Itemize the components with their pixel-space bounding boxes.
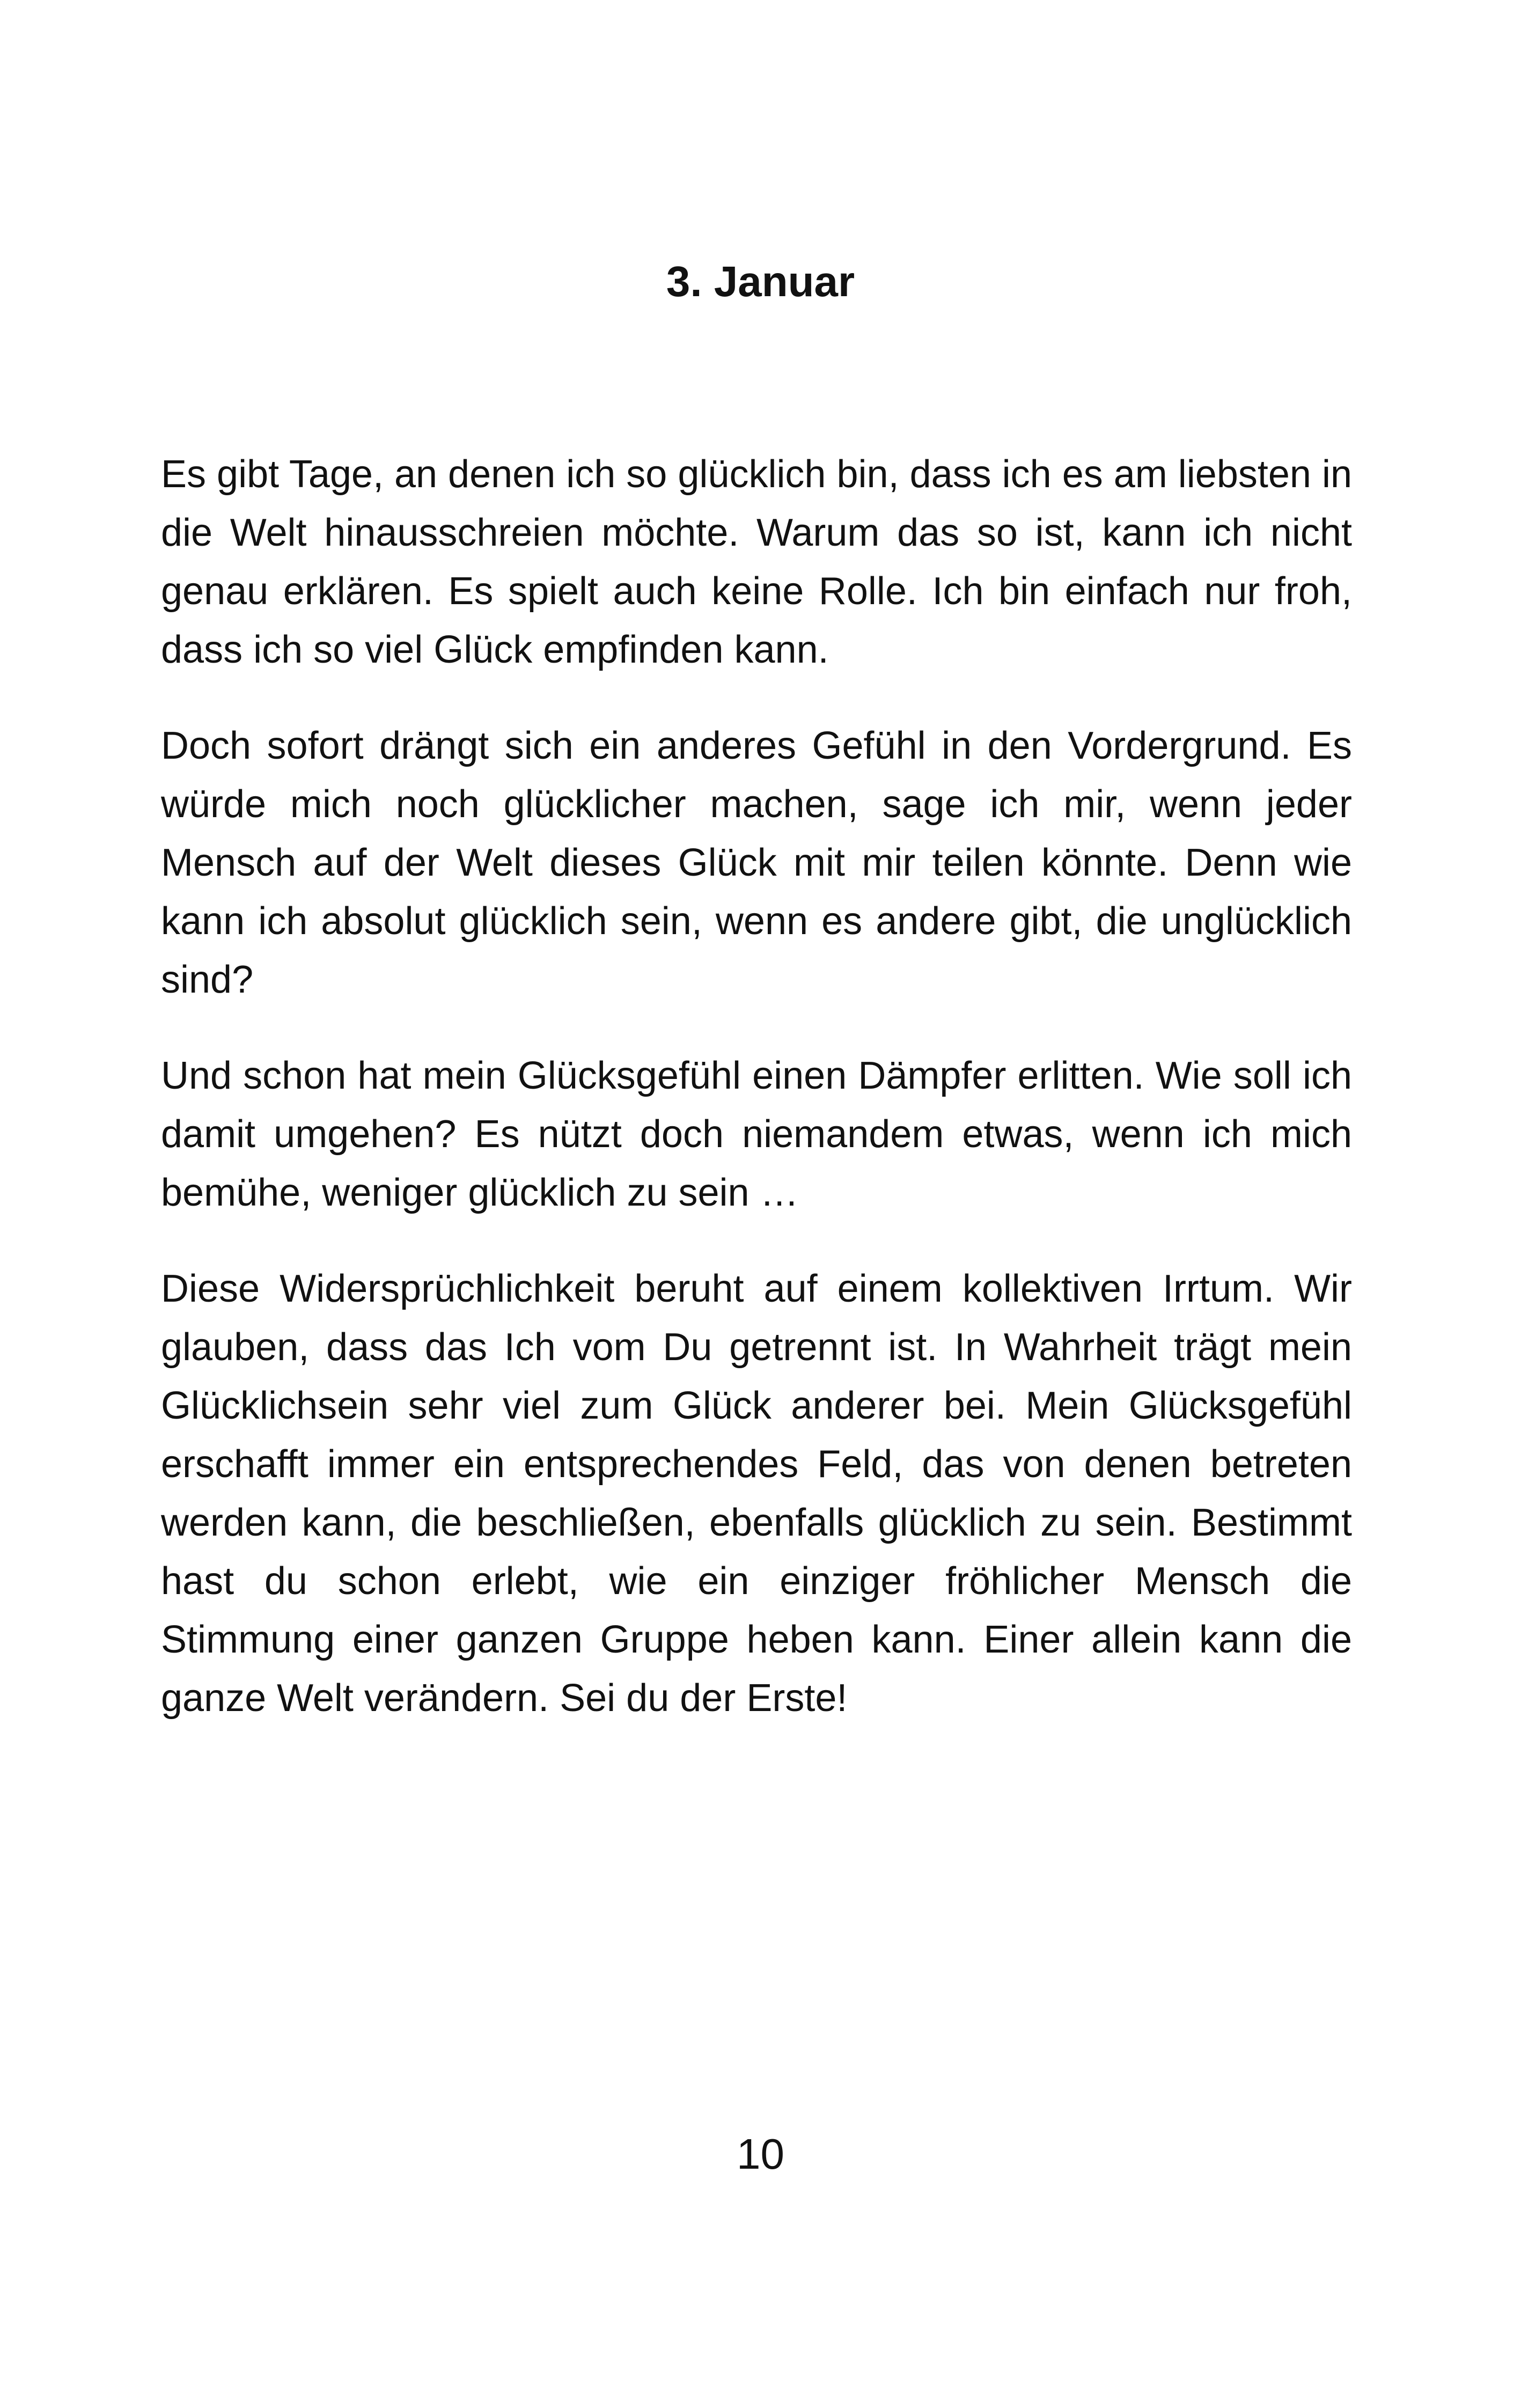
paragraph: Und schon hat mein Glücksgefühl einen Dämpfer erlitten. Wie soll ich damit umgehen? Es nützt doch niemandem etwas, wenn ich mich bemühe, weniger glücklich zu sein … [161,1054,1352,1214]
page-title: 3. Januar [666,258,855,305]
body-text [161,445,1352,1765]
paragraph: Es gibt Tage, an denen ich so glücklich bin, dass ich es am liebsten in die Welt hinausschreien möchte. Warum das so ist, kann ich nicht genau erklären. Es spielt auch keine Rolle. Ich bin einfach nur froh, dass ich so viel Glück empfinden kann. [161,453,1352,671]
paragraph: Diese Widersprüchlichkeit beruht auf einem kollektiven Irrtum. Wir glauben, dass das Ich vom Du getrennt ist. In Wahrheit trägt mein Glücklichsein sehr viel zum Glück anderer bei. Mein Glücksgefühl erschafft immer ein entsprechendes Feld, das von denen betreten werden kann, die beschließen, ebenfalls glücklich zu sein. Bestimmt hast du schon erlebt, wie ein einziger fröhlicher Mensch die Stimmung einer ganzen Gruppe heben kann. Einer allein kann die ganze Welt verändern. Sei du der Erste! [161,1267,1352,1720]
page-number: 10 [737,2130,784,2178]
paragraph: Doch sofort drängt sich ein anderes Gefühl in den Vordergrund. Es würde mich noch glücklicher machen, sage ich mir, wenn jeder Mensch auf der Welt dieses Glück mit mir teilen könnte. Denn wie kann ich absolut glücklich sein, wenn es andere gibt, die unglücklich sind? [161,724,1352,1001]
